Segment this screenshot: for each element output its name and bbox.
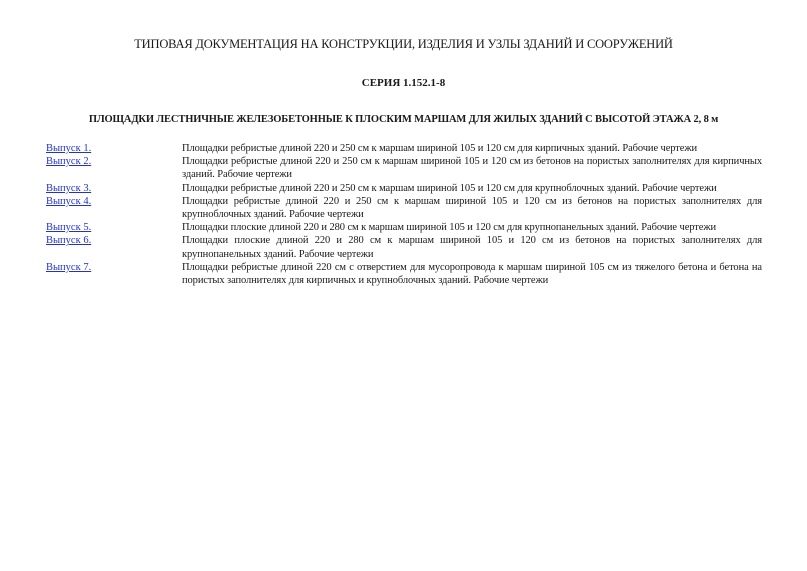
issues-list <box>46 142 762 287</box>
issue-description: Площадки ребристые длиной 220 и 250 см к маршам шириной 105 и 120 см для крупноблочных зданий. Рабочие чертежи <box>182 182 717 194</box>
list-item <box>46 261 762 287</box>
issue-description: Площадки плоские длиной 220 и 280 см к маршам шириной 105 и 120 см для крупнопанельных зданий. Рабочие чертежи <box>182 222 716 234</box>
issue-link-6[interactable]: Выпуск 6. <box>46 235 92 247</box>
document-subtitle: ПЛОЩАДКИ ЛЕСТНИЧНЫЕ ЖЕЛЕЗОБЕТОННЫЕ К ПЛОСКИМ МАРШАМ ДЛЯ ЖИЛЫХ ЗДАНИЙ С ВЫСОТОЙ ЭТАЖА 2, 8 м <box>88 114 719 125</box>
list-item <box>46 221 762 234</box>
issue-link-4[interactable]: Выпуск 4. <box>46 195 92 207</box>
issue-description: Площадки ребристые длиной 220 и 250 см к маршам шириной 105 и 120 см из бетонов на пористых заполнителях для крупноблочных зданий. Рабочие чертежи <box>182 195 762 221</box>
issue-link-2[interactable]: Выпуск 2. <box>46 156 92 168</box>
issue-description: Площадки плоские длиной 220 и 280 см к маршам шириной 105 и 120 см из бетонов на пористых заполнителях для крупнопанельных зданий. Рабочие чертежи <box>182 235 762 260</box>
list-item <box>46 234 762 260</box>
issue-description: Площадки ребристые длиной 220 и 250 см к маршам шириной 105 и 120 см для кирпичных зданий. Рабочие чертежи <box>182 143 698 154</box>
list-item <box>46 155 762 181</box>
series-heading: СЕРИЯ 1.152.1-8 <box>361 77 446 89</box>
issue-link-3[interactable]: Выпуск 3. <box>46 182 92 194</box>
issue-link-7[interactable]: Выпуск 7. <box>46 261 92 273</box>
issue-description: Площадки ребристые длиной 220 и 250 см к маршам шириной 105 и 120 см из бетонов на пористых заполнителях для кирпичных зданий. Рабочие чертежи <box>182 156 762 181</box>
issue-link-5[interactable]: Выпуск 5. <box>46 222 92 234</box>
issue-description: Площадки ребристые длиной 220 см с отверстием для мусоропровода к маршам шириной 105 см из тяжелого бетона и бетона на пористых заполнителях для кирпичных и крупноблочных зданий. Рабочие чертежи <box>182 261 762 287</box>
list-item <box>46 195 762 221</box>
issue-link-1[interactable]: Выпуск 1. <box>46 143 92 154</box>
list-item <box>46 142 762 155</box>
document-title: ТИПОВАЯ ДОКУМЕНТАЦИЯ НА КОНСТРУКЦИИ, ИЗДЕЛИЯ И УЗЛЫ ЗДАНИЙ И СООРУЖЕНИЙ <box>134 37 673 51</box>
list-item <box>46 182 762 195</box>
